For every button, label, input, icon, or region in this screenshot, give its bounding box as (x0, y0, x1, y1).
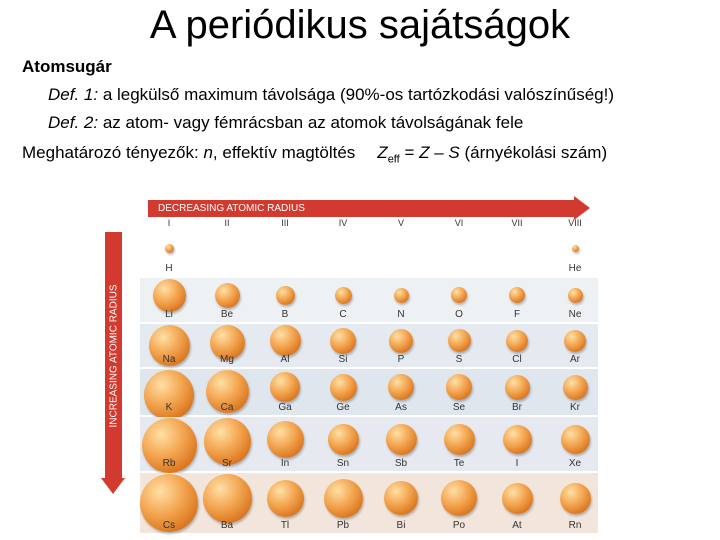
group-label: III (281, 218, 289, 228)
definition-1-label: Def. 1: (48, 85, 99, 104)
atom-sphere (203, 474, 252, 523)
atom-sphere (564, 330, 586, 352)
element-symbol: Sr (222, 458, 232, 469)
atom-sphere (505, 375, 530, 400)
atom-sphere (441, 480, 477, 516)
increasing-radius-label: INCREASING ATOMIC RADIUS (108, 284, 120, 428)
element-symbol: As (395, 402, 407, 413)
definition-1-text: a legkülső maximum távolsága (90%-os tartózkodási valószínűség!) (98, 85, 614, 104)
group-label: VII (511, 218, 523, 228)
element-symbol: Tl (280, 520, 290, 531)
element-symbol: Br (512, 402, 522, 413)
period-row (140, 230, 598, 276)
element-symbol: C (339, 309, 347, 320)
atom-sphere (568, 288, 583, 303)
equals-sign: = (399, 143, 420, 162)
atom-sphere (270, 372, 300, 402)
atom-sphere (561, 425, 590, 454)
zeff-subscript: eff (387, 153, 400, 166)
atom-sphere (572, 245, 579, 252)
element-symbol: Cs (162, 520, 176, 531)
atom-sphere (448, 329, 471, 352)
zeff-symbol: Z (377, 143, 388, 162)
element-symbol: Ca (220, 402, 234, 413)
element-symbol: Ge (336, 402, 350, 413)
factors-suffix: (árnyékolási szám) (459, 143, 608, 162)
atom-sphere (386, 424, 417, 455)
element-symbol: N (397, 309, 405, 320)
z-symbol: Z (419, 143, 430, 162)
element-symbol: Cl (512, 354, 522, 365)
element-symbol: O (455, 309, 463, 320)
group-label: VI (454, 218, 464, 228)
element-symbol: S (455, 354, 463, 365)
element-symbol: Li (165, 309, 173, 320)
atom-sphere (276, 286, 295, 305)
atom-sphere (560, 483, 591, 514)
element-symbol: Mg (220, 354, 234, 365)
atom-sphere (153, 279, 186, 312)
group-label: IV (338, 218, 348, 228)
atom-sphere (503, 425, 532, 454)
period-row (140, 417, 598, 471)
group-label: V (397, 218, 404, 228)
atom-sphere (563, 375, 588, 400)
atom-sphere (506, 330, 528, 352)
element-symbol: Ar (570, 354, 580, 365)
element-symbol: He (568, 263, 582, 274)
atom-sphere (394, 288, 409, 303)
element-symbol: Sn (336, 458, 350, 469)
element-symbol: K (165, 402, 173, 413)
decreasing-radius-arrowhead (574, 196, 590, 220)
element-symbol: Ne (568, 309, 582, 320)
atom-sphere (330, 328, 356, 354)
factors-mid: , effektív magtöltés (212, 143, 356, 162)
page-title: A periódikus sajátságok (149, 3, 571, 47)
definition-1 (48, 84, 614, 106)
period-row (140, 369, 598, 415)
element-symbol: Rb (162, 458, 176, 469)
decreasing-radius-label: DECREASING ATOMIC RADIUS (158, 203, 305, 214)
atom-sphere (335, 287, 352, 304)
element-symbol: Na (162, 354, 176, 365)
element-symbol: Te (453, 458, 465, 469)
element-symbol: Bi (396, 520, 406, 531)
factor-n: n (203, 143, 213, 162)
group-label: VIII (568, 218, 582, 228)
element-symbol: Po (452, 520, 466, 531)
heading-atomic-radius: Atomsugár (22, 57, 112, 76)
element-symbol: P (397, 354, 405, 365)
definition-2-text: az atom- vagy fémrácsban az atomok távolságának fele (98, 113, 524, 132)
definition-2 (48, 112, 523, 134)
atom-sphere (324, 479, 363, 518)
atom-sphere (444, 424, 475, 455)
atom-sphere (502, 483, 533, 514)
atom-sphere (165, 244, 174, 253)
atom-sphere (270, 325, 301, 356)
minus-sign: – (429, 143, 449, 162)
period-row (140, 473, 598, 533)
atom-sphere (215, 283, 240, 308)
definition-2-label: Def. 2: (48, 113, 99, 132)
element-symbol: I (515, 458, 519, 469)
atom-sphere (328, 424, 359, 455)
element-symbol: Ga (278, 402, 292, 413)
atomic-radius-figure (100, 196, 600, 531)
s-symbol: S (448, 143, 460, 162)
element-symbol: Xe (568, 458, 582, 469)
group-label: I (167, 218, 171, 228)
element-symbol: Sb (394, 458, 408, 469)
element-symbol: Si (338, 354, 348, 365)
atom-sphere (330, 374, 357, 401)
atom-sphere (446, 374, 472, 400)
atom-sphere (267, 480, 304, 517)
element-symbol: Be (220, 309, 234, 320)
period-row (140, 324, 598, 367)
determining-factors (22, 142, 607, 170)
element-symbol: Al (280, 354, 290, 365)
element-symbol: In (280, 458, 290, 469)
element-symbol: Pb (336, 520, 350, 531)
element-symbol: Ba (220, 520, 234, 531)
element-symbol: F (513, 309, 521, 320)
atom-sphere (388, 374, 414, 400)
element-symbol: Kr (570, 402, 580, 413)
element-symbol: B (281, 309, 289, 320)
element-symbol: Rn (568, 520, 582, 531)
atom-sphere (384, 481, 418, 515)
factors-prefix: Meghatározó tényezők: (22, 143, 204, 162)
element-symbol: At (512, 520, 522, 531)
atom-sphere (389, 329, 413, 353)
atom-sphere (451, 287, 467, 303)
element-symbol: H (165, 263, 173, 274)
group-label: II (224, 218, 230, 228)
period-row (140, 278, 598, 322)
atom-sphere (509, 287, 525, 303)
increasing-radius-arrowhead (101, 478, 125, 494)
atom-sphere (267, 421, 304, 458)
element-symbol: Se (452, 402, 466, 413)
